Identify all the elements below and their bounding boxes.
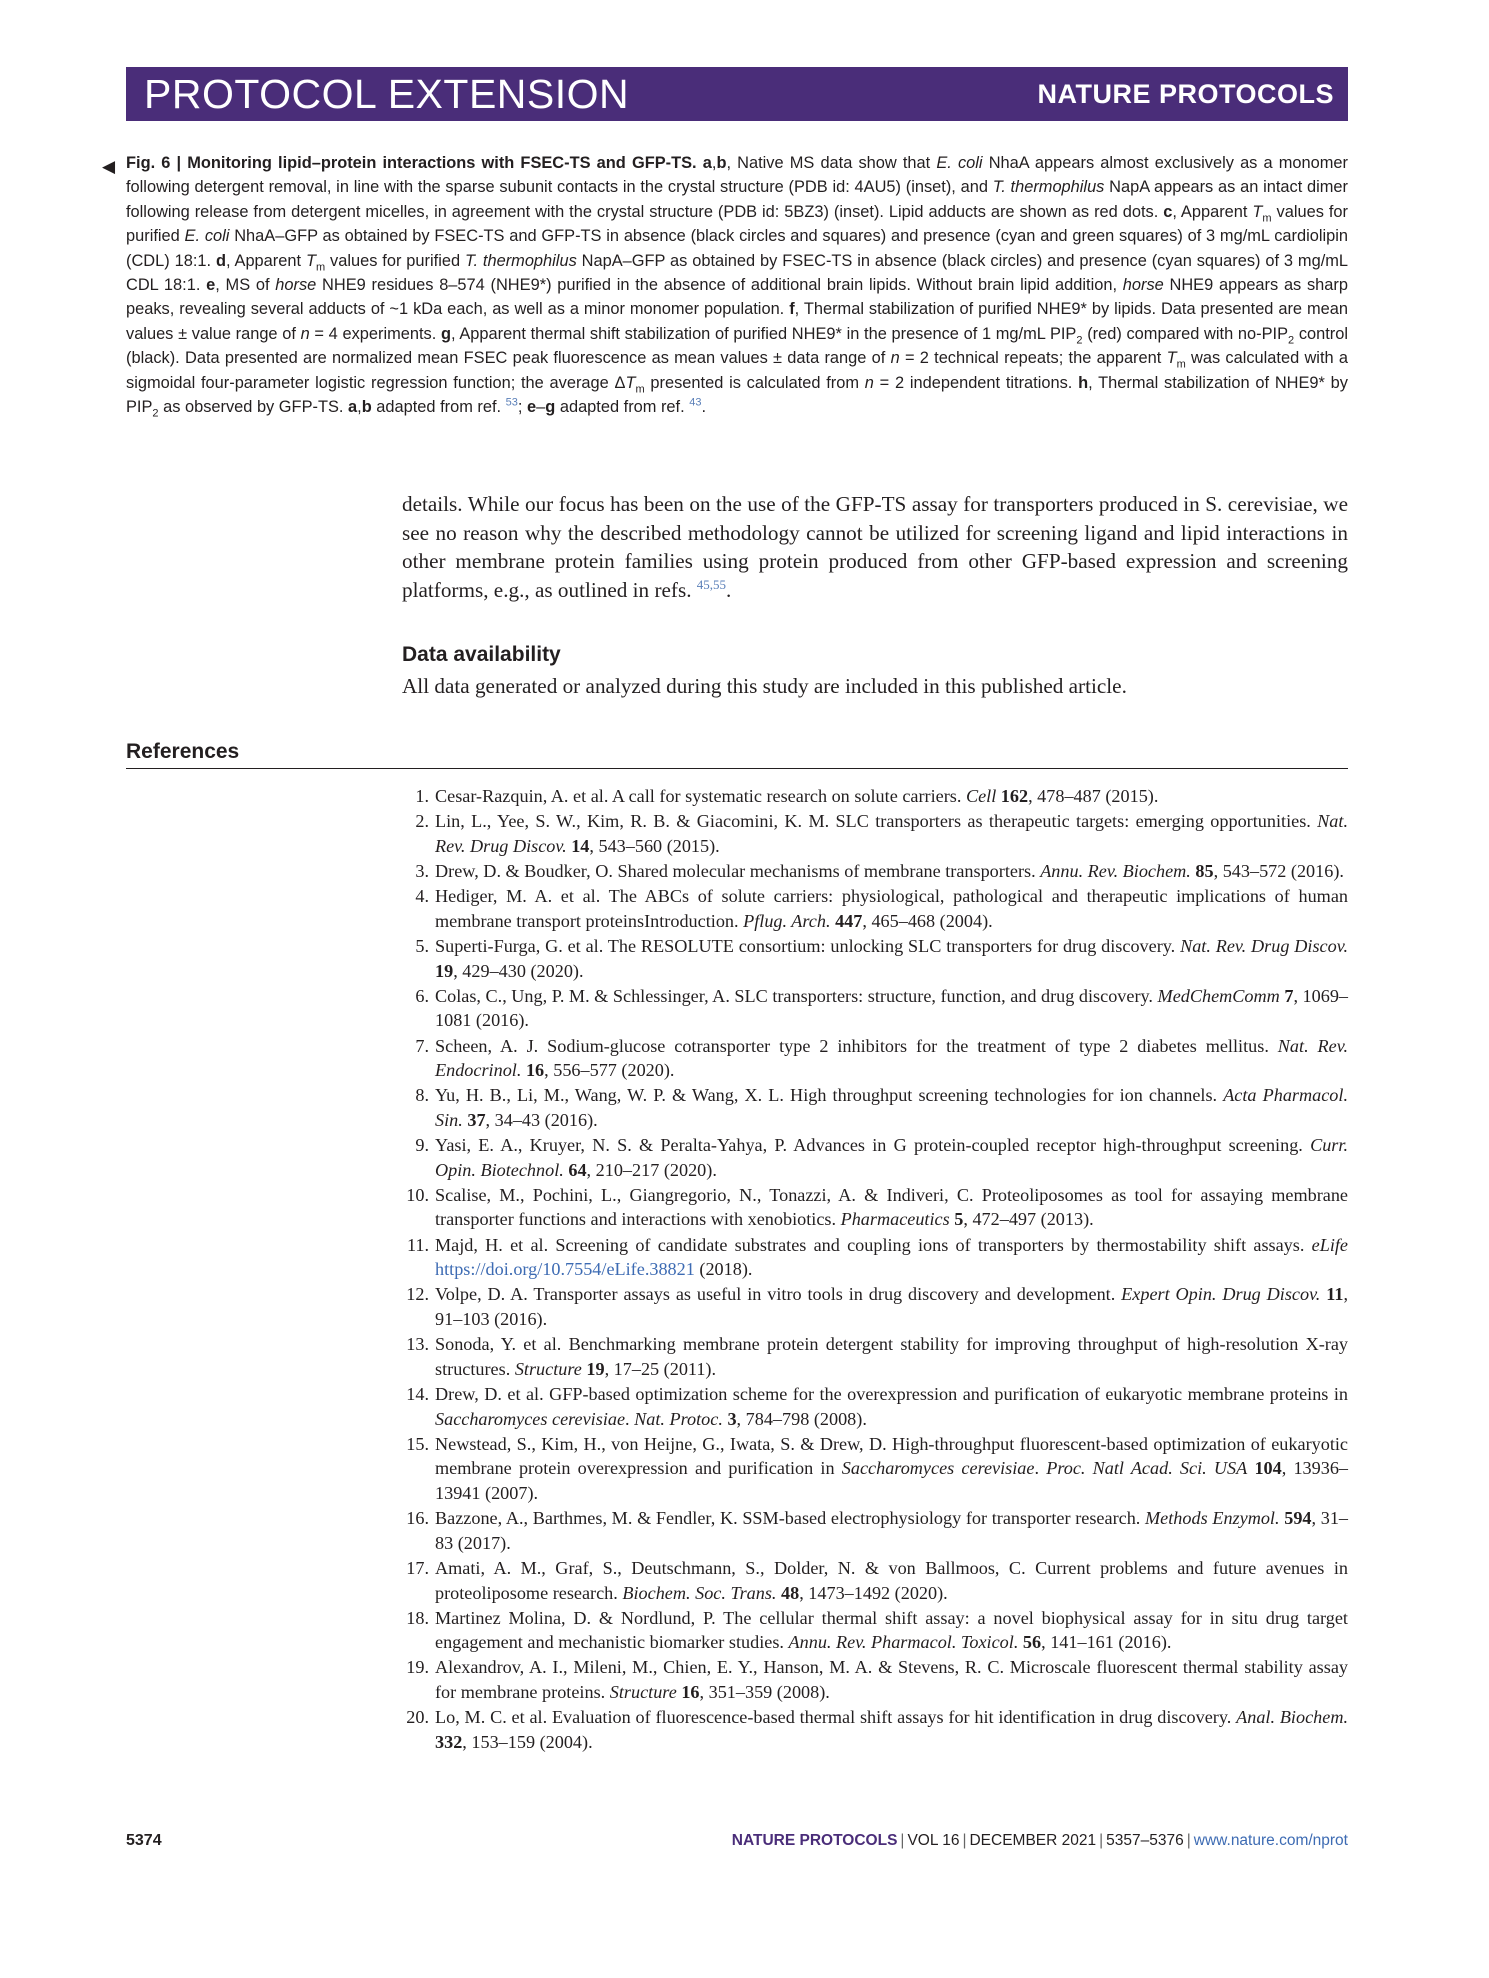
list-item: 5. Superti-Furga, G. et al. The RESOLUTE consortium: unlocking SLC transporters for drug discovery. Nat. Rev. Drug Discov. 19, 429–430 (2020).	[415, 935, 1348, 981]
references-heading: References	[126, 740, 240, 763]
list-item: 20. Lo, M. C. et al. Evaluation of fluorescence-based thermal shift assays for hit identification in drug discovery. Anal. Biochem. 332, 153–159 (2004).	[406, 1707, 1348, 1752]
footer-url-link[interactable]: www.nature.com/nprot	[1193, 1832, 1348, 1849]
doi-link[interactable]: https://doi.org/10.7554/eLife.38821	[435, 1259, 695, 1280]
list-item: 16. Bazzone, A., Barthmes, M. & Fendler, K. SSM-based electrophysiology for transporter research. Methods Enzymol. 594, 31–83 (2017).	[406, 1508, 1349, 1553]
caption-label: Fig. 6 | Monitoring lipid–protein interactions with FSEC-TS and GFP-TS.	[126, 154, 697, 172]
page-number: 5374	[126, 1832, 162, 1849]
list-item: 19. Alexandrov, A. I., Mileni, M., Chien, E. Y., Hanson, M. A. & Stevens, R. C. Microscale fluorescent thermal stability assay for membrane proteins. Structure 16, 351–359 (2008).	[406, 1657, 1348, 1703]
list-item: 10. Scalise, M., Pochini, L., Giangregorio, N., Tonazzi, A. & Indiveri, C. Proteoliposomes as tool for assaying membrane transporter functions and interactions with xenobiotics. Pharmaceutics 5, 472–497 (2013).	[406, 1184, 1348, 1230]
list-item: 3. Drew, D. & Boudker, O. Shared molecular mechanisms of membrane transporters. Annu. Rev. Biochem. 85, 543–572 (2016).	[415, 860, 1344, 881]
list-item: 12. Volpe, D. A. Transporter assays as useful in vitro tools in drug discovery and development. Expert Opin. Drug Discov. 11, 91–103 (2016).	[406, 1284, 1348, 1329]
footer-citation: NATURE PROTOCOLS | VOL 16 | DECEMBER 2021 | 5357–5376 | www.nature.com/nprot	[731, 1832, 1348, 1849]
list-item: 8. Yu, H. B., Li, M., Wang, W. P. & Wang, X. L. High throughput screening technologies for ion channels. Acta Pharmacol. Sin. 37, 34–43 (2016).	[415, 1085, 1348, 1130]
list-item: 9. Yasi, E. A., Kruyer, N. S. & Peralta-Yahya, P. Advances in G protein-coupled receptor high-throughput screening. Curr. Opin. Biotechnol. 64, 210–217 (2020).	[415, 1135, 1348, 1180]
footer-journal: NATURE PROTOCOLS	[731, 1832, 898, 1849]
list-item: 15. Newstead, S., Kim, H., von Heijne, G., Iwata, S. & Drew, D. High-throughput fluorescent-based optimization of eukaryotic membrane protein overexpression and purification in Saccharomyces cerevisiae. Proc. Natl Acad. Sci. USA 104, 13936–13941 (2007).	[406, 1433, 1349, 1503]
footer-volume: VOL 16	[907, 1832, 960, 1849]
list-item: 1. Cesar-Razquin, A. et al. A call for systematic research on solute carriers. Cell 162, 478–487 (2015).	[415, 786, 1159, 806]
reference-list	[402, 784, 1348, 1755]
figure-caption: ◀ Fig. 6 | Monitoring lipid–protein interactions with FSEC-TS and GFP-TS. a,b, Native MS data show that E. coli NhaA appears almost exclusively as a monomer following detergent removal, in line with the sparse subunit contacts in the crystal structure (PDB id: 4AU5) (inset), and T. thermophilus NapA appears as an intact dimer following release from detergent micelles, in agreement with the crystal structure (PDB id: 5BZ3) (inset). Lipid adducts are shown as red dots. c, Apparent $T_m$ values for purified E. coli NhaA–GFP as obtained by FSEC-TS and GFP-TS in absence (black circles and squares) and presence (cyan and green squares) of 3 mg/mL cardiolipin (CDL) 18:1. d, Apparent $T_m$ values for purified T. thermophilus NapA–GFP as obtained by FSEC-TS in absence (black circles) and presence (cyan squares) of 3 mg/mL CDL 18:1. e, MS of horse NHE9 residues 8–574 (NHE9*) purified in the absence of additional brain lipids. Without brain lipid addition, horse NHE9 appears as sharp peaks, revealing several adducts of ~1 kDa each, as well as a minor monomer population. f, Thermal stabilization of purified NHE9* by lipids. Data presented are mean values ± value range of n = 4 experiments. g, Apparent thermal shift stabilization of purified NHE9* in the presence of 1 mg/mL $PIP_2$ (red) compared with $no-PIP_2$ control (black). Data presented are normalized mean FSEC peak fluorescence as mean values ± data range of n = 2 technical repeats; the apparent $T_m$ was calculated with a sigmoidal four-parameter logistic regression function; the average $\Delta T_m$ presented is calculated from n = 2 independent titrations. h, Thermal stabilization of NHE9* by $PIP_2$ as observed by GFP-TS. a,b adapted from ref. $^{53}$; e–g adapted from ref. $^{43}$.	[102, 154, 1349, 420]
data-availability-text: All data generated or analyzed during this study are included in this published article.	[402, 674, 1127, 698]
section-title: PROTOCOL EXTENSION	[144, 70, 630, 117]
journal-name: NATURE PROTOCOLS	[1037, 78, 1334, 109]
body-paragraph: details. While our focus has been on the use of the GFP-TS assay for transporters produced in S. cerevisiae, we see no reason why the described methodology cannot be utilized for screening ligand and lipid interactions in other membrane protein families using protein produced from other GFP-based expression and screening platforms, e.g., as outlined in refs. $^{45,55}$.	[402, 492, 1348, 602]
list-item: 11. Majd, H. et al. Screening of candidate substrates and coupling ions of transporters by thermostability shift assays. eLife https://doi.org/10.7554/eLife.38821 (2018).	[406, 1234, 1348, 1280]
list-item: 14. Drew, D. et al. GFP-based optimization scheme for the overexpression and purification of eukaryotic membrane proteins in Saccharomyces cerevisiae. Nat. Protoc. 3, 784–798 (2008).	[406, 1383, 1348, 1429]
caption-arrow-icon: ◀	[102, 157, 116, 176]
list-item: 2. Lin, L., Yee, S. W., Kim, R. B. & Giacomini, K. M. SLC transporters as therapeutic targets: emerging opportunities. Nat. Rev. Drug Discov. 14, 543–560 (2015).	[415, 811, 1348, 856]
data-availability-heading: Data availability	[402, 643, 561, 666]
footer-date: DECEMBER 2021	[969, 1832, 1097, 1849]
references-divider	[126, 768, 1348, 769]
footer-pages: 5357–5376	[1106, 1832, 1184, 1849]
page-header	[126, 67, 1348, 121]
list-item: 17. Amati, A. M., Graf, S., Deutschmann, S., Dolder, N. & von Ballmoos, C. Current problems and future avenues in proteoliposome research. Biochem. Soc. Trans. 48, 1473–1492 (2020).	[406, 1557, 1348, 1603]
list-item: 7. Scheen, A. J. Sodium-glucose cotransporter type 2 inhibitors for the treatment of type 2 diabetes mellitus. Nat. Rev. Endocrinol. 16, 556–577 (2020).	[415, 1035, 1348, 1081]
list-item: 18. Martinez Molina, D. & Nordlund, P. The cellular thermal shift assay: a novel biophysical assay for in situ drug target engagement and mechanistic biomarker studies. Annu. Rev. Pharmacol. Toxicol. 56, 141–161 (2016).	[406, 1607, 1348, 1653]
list-item: 4. Hediger, M. A. et al. The ABCs of solute carriers: physiological, pathological and therapeutic implications of human membrane transport proteinsIntroduction. Pflug. Arch. 447, 465–468 (2004).	[415, 886, 1348, 931]
list-item: 6. Colas, C., Ung, P. M. & Schlessinger, A. SLC transporters: structure, function, and drug discovery. MedChemComm 7, 1069–1081 (2016).	[415, 985, 1349, 1031]
citation-link[interactable]: 45,55	[696, 576, 727, 592]
list-item: 13. Sonoda, Y. et al. Benchmarking membrane protein detergent stability for improving throughput of high-resolution X-ray structures. Structure 19, 17–25 (2011).	[406, 1334, 1348, 1379]
